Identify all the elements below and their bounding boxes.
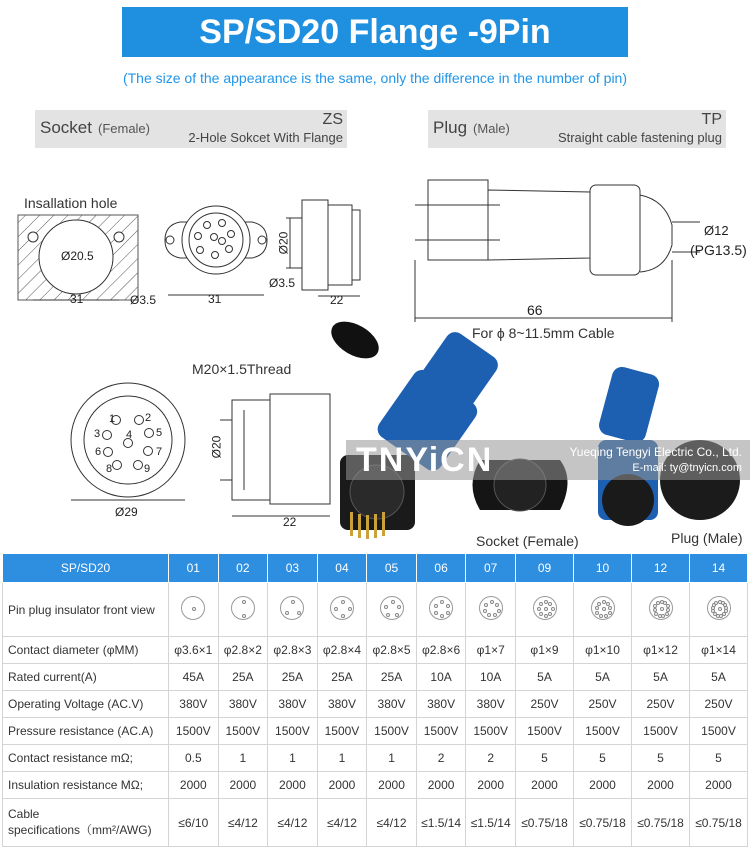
row-label: Contact resistance mΩ; (3, 745, 169, 772)
cable-label-line1: Cable (8, 807, 40, 821)
table-cell: φ2.8×3 (268, 637, 318, 664)
pin-layout-icon (429, 596, 453, 620)
table-cell: ≤4/12 (367, 799, 417, 847)
row-label: Operating Voltage (AC.V) (3, 691, 169, 718)
table-cell: ≤1.5/14 (466, 799, 516, 847)
table-cell: 380V (466, 691, 516, 718)
plug-name: Plug (433, 118, 468, 137)
row-label: Contact diameter (φMM) (3, 637, 169, 664)
table-cell: ≤0.75/18 (516, 799, 574, 847)
pin-front-view-cell (367, 583, 417, 637)
dim-d12: Ø12 (704, 223, 729, 238)
pin-num-5: 5 (156, 427, 163, 439)
table-row (3, 583, 748, 637)
table-row (3, 664, 748, 691)
plug-side-drawing (415, 180, 700, 322)
table-cell: 1500V (516, 718, 574, 745)
table-cell: 2000 (169, 772, 219, 799)
table-row (3, 637, 748, 664)
table-cell: 25A (268, 664, 318, 691)
pin-front-view-cell (218, 583, 268, 637)
spec-table-header (3, 554, 748, 583)
table-cell: 25A (367, 664, 417, 691)
table-cell: φ1×14 (690, 637, 748, 664)
table-cell: ≤1.5/14 (416, 799, 466, 847)
table-cell: 2000 (268, 772, 318, 799)
pin-num-7: 7 (156, 446, 163, 458)
pin-front-view-cell (632, 583, 690, 637)
table-cell: ≤4/12 (218, 799, 268, 847)
socket-name: Socket (40, 118, 92, 137)
table-cell: 5A (574, 664, 632, 691)
table-cell: 1500V (574, 718, 632, 745)
table-cell: φ1×9 (516, 637, 574, 664)
table-cell: φ2.8×4 (317, 637, 367, 664)
socket-code: ZS (322, 111, 343, 128)
page-subtitle: (The size of the appearance is the same, only the difference in the number of pin) (122, 70, 628, 86)
table-cell: 380V (416, 691, 466, 718)
table-cell: 25A (317, 664, 367, 691)
table-cell: 5A (690, 664, 748, 691)
table-cell: 10A (416, 664, 466, 691)
row-label: Insulation resistance MΩ; (3, 772, 169, 799)
table-cell: ≤0.75/18 (690, 799, 748, 847)
table-cell: 2000 (516, 772, 574, 799)
pin-layout-icon (231, 596, 255, 620)
pin-front-view-cell (416, 583, 466, 637)
table-cell: 2000 (690, 772, 748, 799)
page-title: SP/SD20 Flange -9Pin (122, 7, 628, 57)
table-cell: 380V (218, 691, 268, 718)
pin-layout-icon (479, 596, 503, 620)
dim-pg: (PG13.5) (690, 242, 747, 258)
pin-layout-icon (330, 596, 354, 620)
table-cell: 2 (416, 745, 466, 772)
table-cell: ≤6/10 (169, 799, 219, 847)
table-cell: 2000 (574, 772, 632, 799)
header-pin-09: 09 (516, 554, 574, 583)
table-cell: ≤0.75/18 (632, 799, 690, 847)
row-label: Pressure resistance (AC.A) (3, 718, 169, 745)
dim-d20-5: Ø20.5 (61, 249, 94, 263)
table-cell: 5 (632, 745, 690, 772)
pin-front-view-cell (317, 583, 367, 637)
table-cell: 25A (218, 664, 268, 691)
table-cell: 1500V (416, 718, 466, 745)
watermark (346, 440, 750, 480)
table-cell: 1500V (632, 718, 690, 745)
header-pin-12: 12 (632, 554, 690, 583)
socket-photo (325, 314, 568, 539)
table-cell: 380V (317, 691, 367, 718)
header-pin-02: 02 (218, 554, 268, 583)
table-cell: φ2.8×2 (218, 637, 268, 664)
pin-layout-icon (380, 596, 404, 620)
pin-front-view-cell (516, 583, 574, 637)
plug-code: TP (701, 111, 722, 128)
plug-photo-label: Plug (Male) (671, 530, 743, 546)
table-cell: 250V (516, 691, 574, 718)
flange-front-drawing (165, 206, 267, 295)
dim-d20b: Ø20 (209, 435, 224, 459)
table-cell: φ3.6×1 (169, 637, 219, 664)
table-cell: 1500V (367, 718, 417, 745)
watermark-email: E-mail: ty@tnyicn.com (632, 462, 742, 474)
table-cell: 1500V (466, 718, 516, 745)
row-label (3, 799, 169, 847)
pin-front-view-cell (574, 583, 632, 637)
table-cell: 1500V (218, 718, 268, 745)
socket-type: (Female) (97, 121, 150, 136)
table-cell: 380V (169, 691, 219, 718)
table-cell: 1500V (169, 718, 219, 745)
table-row (3, 745, 748, 772)
table-row (3, 772, 748, 799)
table-cell: φ2.8×6 (416, 637, 466, 664)
table-row (3, 718, 748, 745)
watermark-company: Yueqing Tengyi Electric Co., Ltd. (569, 445, 742, 459)
table-cell: φ2.8×5 (367, 637, 417, 664)
pin-num-6: 6 (95, 446, 102, 458)
table-cell: 250V (690, 691, 748, 718)
table-cell: 380V (367, 691, 417, 718)
table-cell: 250V (632, 691, 690, 718)
plug-type: (Male) (473, 121, 510, 136)
pin-num-4: 4 (126, 429, 133, 441)
plug-desc: Straight cable fastening plug (557, 130, 722, 145)
table-cell: 1500V (317, 718, 367, 745)
pin-layout-icon (533, 596, 557, 620)
table-cell: 2000 (317, 772, 367, 799)
row-label: Pin plug insulator front view (3, 583, 169, 637)
pin-layout-icon (707, 596, 731, 620)
pin-face-drawing (71, 383, 185, 500)
table-cell: 0.5 (169, 745, 219, 772)
install-hole-label: Insallation hole (24, 195, 118, 211)
pin-layout-icon (649, 596, 673, 620)
table-cell: 5 (690, 745, 748, 772)
table-cell: 2 (466, 745, 516, 772)
pin-layout-icon (591, 596, 615, 620)
pin-front-view-cell (169, 583, 219, 637)
pin-num-8: 8 (106, 463, 113, 475)
watermark-brand: TNYiCN (356, 441, 494, 479)
cable-label-line2: specifications（mm²/AWG) (8, 823, 152, 837)
header-series: SP/SD20 (3, 554, 169, 583)
table-cell: 2000 (416, 772, 466, 799)
dim-31a: 31 (70, 292, 84, 306)
pin-layout-icon (181, 596, 205, 620)
header-pin-10: 10 (574, 554, 632, 583)
table-cell: 1500V (268, 718, 318, 745)
table-cell: 380V (268, 691, 318, 718)
pin-layout-icon (280, 596, 304, 620)
table-cell: 45A (169, 664, 219, 691)
pin-num-1: 1 (109, 413, 116, 425)
table-cell: 10A (466, 664, 516, 691)
table-cell: ≤0.75/18 (574, 799, 632, 847)
row-label: Rated current(A) (3, 664, 169, 691)
pin-num-3: 3 (94, 428, 101, 440)
table-cell: ≤4/12 (268, 799, 318, 847)
table-cell: 1 (268, 745, 318, 772)
table-cell: 1 (367, 745, 417, 772)
dim-d3-5b: Ø3.5 (269, 276, 296, 290)
pin-num-9: 9 (144, 463, 151, 475)
dim-d20a: Ø20 (276, 231, 291, 255)
table-cell: ≤4/12 (317, 799, 367, 847)
dim-31b: 31 (208, 292, 222, 306)
table-cell: 2000 (466, 772, 516, 799)
table-row (3, 691, 748, 718)
table-cell: 5 (574, 745, 632, 772)
flange-side-drawing (286, 200, 360, 296)
header-pin-07: 07 (466, 554, 516, 583)
dim-22a: 22 (330, 293, 344, 307)
spec-table (2, 553, 748, 847)
socket-desc: 2-Hole Sokcet With Flange (188, 130, 343, 145)
pin-front-view-cell (690, 583, 748, 637)
socket-photo-label: Socket (Female) (476, 533, 579, 549)
pin-front-view-cell (466, 583, 516, 637)
table-cell: 5 (516, 745, 574, 772)
header-pin-06: 06 (416, 554, 466, 583)
table-cell: φ1×12 (632, 637, 690, 664)
table-cell: 2000 (367, 772, 417, 799)
header-pin-03: 03 (268, 554, 318, 583)
thread-label: M20×1.5Thread (192, 361, 292, 377)
dim-d29: Ø29 (115, 505, 138, 519)
header-pin-14: 14 (690, 554, 748, 583)
dim-d3-5a: Ø3.5 (130, 293, 157, 307)
cable-note: For ϕ 8~11.5mm Cable (472, 325, 615, 341)
header-pin-01: 01 (169, 554, 219, 583)
table-cell: φ1×10 (574, 637, 632, 664)
table-cell: 5A (516, 664, 574, 691)
table-row (3, 799, 748, 847)
header-pin-04: 04 (317, 554, 367, 583)
table-cell: 5A (632, 664, 690, 691)
dim-22b: 22 (283, 515, 297, 529)
table-cell: 1500V (690, 718, 748, 745)
table-cell: 1 (218, 745, 268, 772)
pin-front-view-cell (268, 583, 318, 637)
header-pin-05: 05 (367, 554, 417, 583)
socket-side-drawing (220, 394, 330, 516)
table-cell: 2000 (218, 772, 268, 799)
table-cell: φ1×7 (466, 637, 516, 664)
table-cell: 1 (317, 745, 367, 772)
pin-num-2: 2 (145, 412, 152, 424)
table-cell: 2000 (632, 772, 690, 799)
table-cell: 250V (574, 691, 632, 718)
dim-66: 66 (527, 302, 543, 318)
